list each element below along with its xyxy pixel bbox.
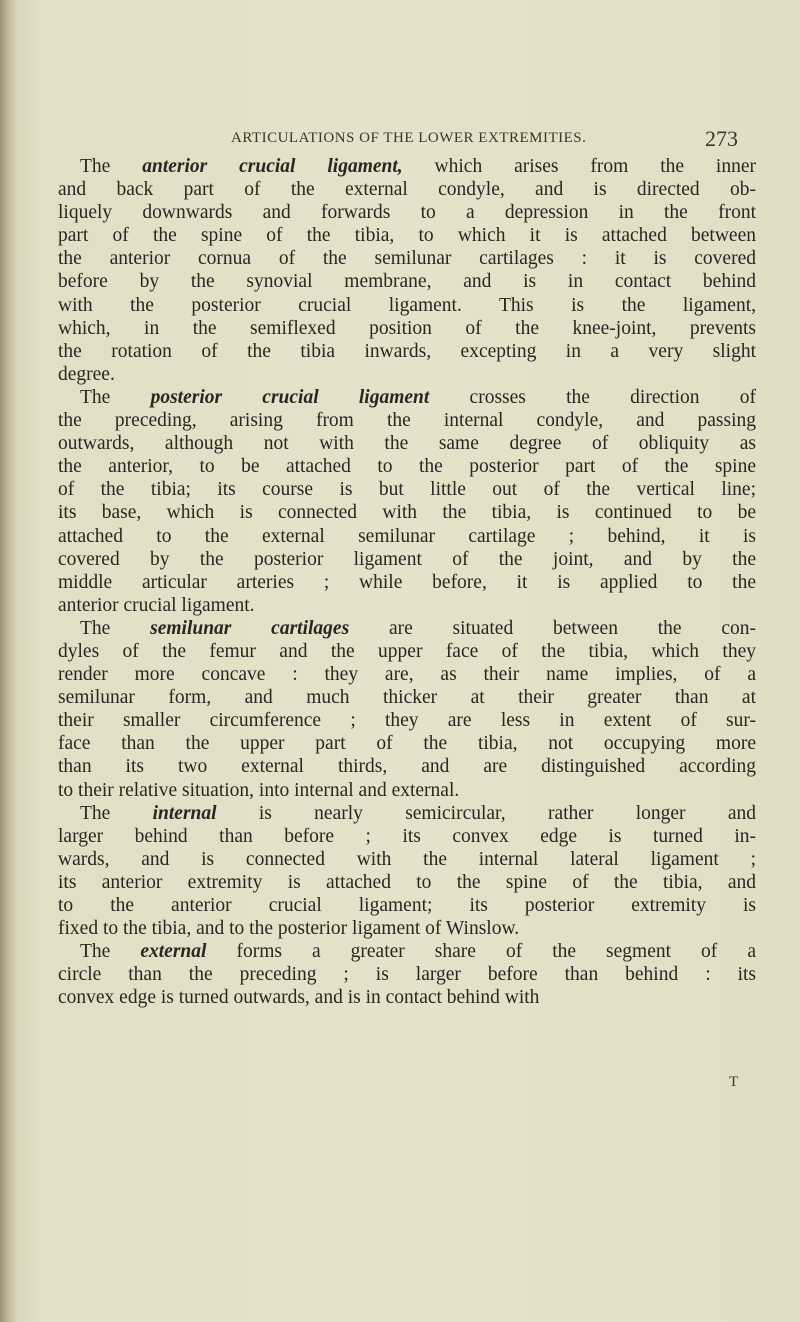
- text-run: is nearly semicircular, rather longer and: [216, 802, 756, 824]
- text-run: The: [80, 617, 151, 639]
- paragraph-first-line: [58, 155, 756, 178]
- text-run: crosses the direction of: [429, 386, 756, 408]
- text-line: covered by the posterior ligament of the joint, and by the: [58, 548, 756, 570]
- text-line: to their relative situation, into internal and external.: [58, 779, 460, 801]
- paragraph-first-line: [58, 386, 756, 409]
- text-line: fixed to the tibia, and to the posterior ligament of Winslow.: [58, 918, 520, 940]
- text-line: the rotation of the tibia inwards, excepting in a very slight: [58, 340, 756, 362]
- text-line: before by the synovial membrane, and is in contact behind: [58, 271, 756, 293]
- paragraph-first-line: [58, 802, 756, 825]
- binding-shadow: [0, 0, 18, 1322]
- text-line: and back part of the external condyle, and is directed ob-: [58, 179, 756, 201]
- text-line: part of the spine of the tibia, to which it is attached between: [58, 225, 756, 247]
- text-run: which arises from the inner: [402, 156, 756, 177]
- text-line: than its two external thirds, and are distinguished according: [58, 756, 756, 778]
- paragraph-first-line: [58, 617, 756, 640]
- italic-term: semilunar cartilages: [150, 617, 350, 639]
- text-line: render more concave : they are, as their name implies, of a: [58, 664, 756, 686]
- text-run: are situated between the con-: [349, 617, 756, 639]
- text-line: with the posterior crucial ligament. This is the ligament,: [58, 294, 756, 316]
- text-line: the anterior, to be attached to the posterior part of the spine: [58, 456, 756, 478]
- italic-term: internal: [152, 802, 217, 824]
- text-line: middle articular arteries ; while before, it is applied to the: [58, 571, 756, 593]
- italic-term: posterior crucial ligament: [150, 386, 430, 408]
- text-line: semilunar form, and much thicker at their greater than at: [58, 687, 756, 709]
- page-header: [0, 128, 800, 158]
- text-run: The: [80, 941, 141, 963]
- running-head: ARTICULATIONS OF THE LOWER EXTREMITIES.: [231, 130, 587, 146]
- text-run: The: [80, 386, 151, 408]
- text-line: degree.: [58, 363, 115, 385]
- text-line: outwards, although not with the same degree of obliquity as: [58, 433, 756, 455]
- page-number: 273: [705, 126, 738, 151]
- signature-mark: T: [729, 1074, 739, 1090]
- text-run: The: [80, 156, 143, 177]
- text-line: its base, which is connected with the tibia, is continued to be: [58, 502, 756, 524]
- text-line: to the anterior crucial ligament; its posterior extremity is: [58, 895, 756, 916]
- text-line: attached to the external semilunar cartilage ; behind, it is: [58, 525, 756, 547]
- text-line: wards, and is connected with the internal lateral ligament ;: [58, 848, 756, 870]
- italic-term: external: [140, 941, 207, 963]
- text-line: circle than the preceding ; is larger before than behind : its: [58, 964, 756, 986]
- text-line: liquely downwards and forwards to a depression in the front: [58, 202, 756, 224]
- text-line: its anterior extremity is attached to the spine of the tibia, and: [58, 871, 756, 893]
- text-line: larger behind than before ; its convex edge is turned in-: [58, 825, 756, 847]
- text-run: forms a greater share of the segment of a: [206, 941, 756, 963]
- text-run: The: [80, 802, 153, 824]
- text-line: which, in the semiflexed position of the knee-joint, prevents: [58, 317, 756, 339]
- text-line: convex edge is turned outwards, and is in contact behind with: [58, 987, 540, 1009]
- text-line: the preceding, arising from the internal condyle, and passing: [58, 410, 756, 432]
- italic-term: anterior crucial ligament,: [142, 156, 403, 177]
- body-text: [58, 155, 756, 1009]
- text-line: their smaller circumference ; they are less in extent of sur-: [58, 710, 756, 732]
- text-line: dyles of the femur and the upper face of the tibia, which they: [58, 640, 756, 662]
- text-line: anterior crucial ligament.: [58, 594, 255, 616]
- paragraph-first-line: [58, 940, 756, 963]
- text-line: the anterior cornua of the semilunar cartilages : it is covered: [58, 248, 756, 270]
- text-line: of the tibia; its course is but little out of the vertical line;: [58, 479, 756, 501]
- text-line: face than the upper part of the tibia, not occupying more: [58, 733, 756, 755]
